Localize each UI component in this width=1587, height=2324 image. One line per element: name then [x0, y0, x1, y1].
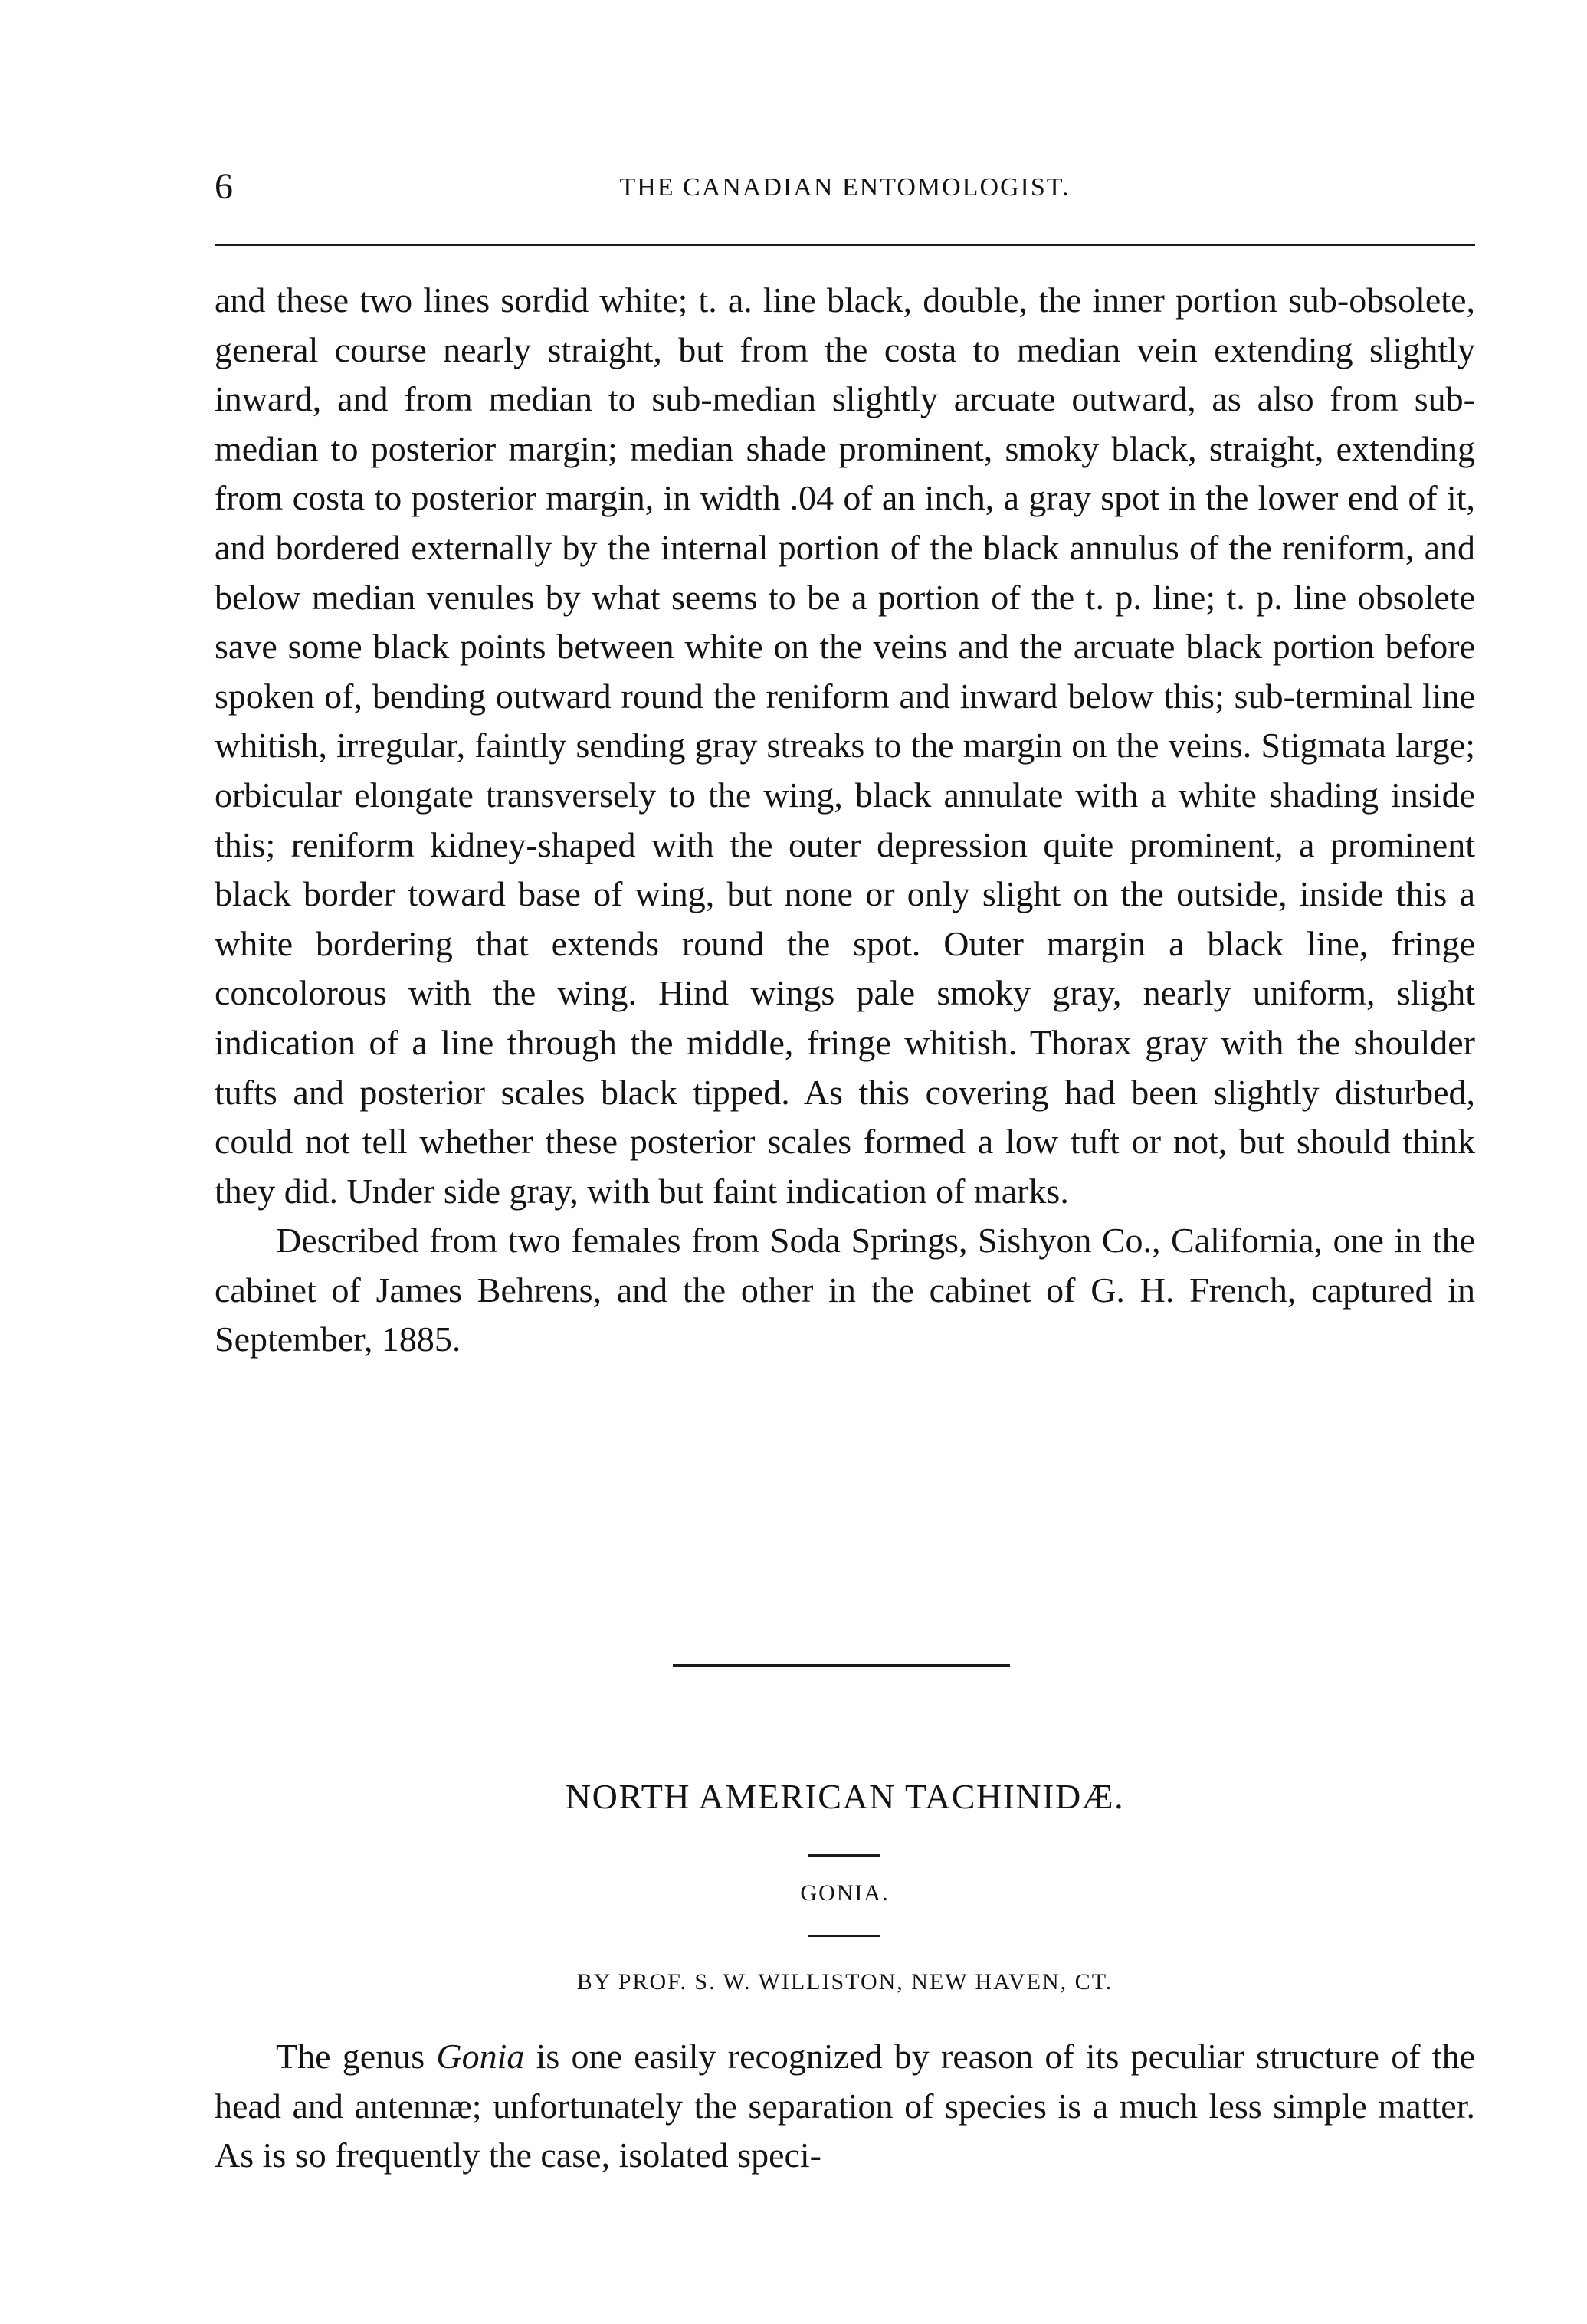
page-number: 6 — [215, 166, 233, 207]
article-subtitle: GONIA. — [800, 1880, 890, 1906]
paragraph-lead: The genus — [276, 2037, 437, 2076]
genus-name: Gonia — [436, 2037, 525, 2076]
author-byline: BY PROF. S. W. WILLISTON, NEW HAVEN, CT. — [576, 1969, 1113, 1995]
paragraph-rest: is one easily recognized by reason of its peculiar structure of the head and antennæ; unfortunately the separation of species is a much less simple matter. As is so frequently the case, isolated speci- — [215, 2037, 1475, 2175]
article-text — [215, 2032, 1475, 2181]
description-paragraph: and these two lines sordid white; t. a. line black, double, the inner portion sub-obsolete, general course nearly straight, but from the costa to median vein extending slightly inward, and from median to sub-median slightly arcuate outward, as also from sub-median to posterior margin; median shade prominent, smoky black, straight, extending from costa to posterior margin, in width .04 of an inch, a gray spot in the lower end of it, and bordered externally by the internal portion of the black annulus of the reniform, and below median venules by what seems to be a portion of the t. p. line; t. p. line obsolete save some black points between white on the veins and the arcuate black portion before spoken of, bending outward round the reniform and inward below this; sub-terminal line whitish, irregular, faintly sending gray streaks to the margin on the veins. Stigmata large; orbicular elongate transversely to the wing, black annulate with a white shading inside this; reniform kidney-shaped with the outer depression quite prominent, a prominent black border toward base of wing, but none or only slight on the outside, inside this a white bordering that extends round the spot. Outer margin a black line, fringe concolorous with the wing. Hind wings pale smoky gray, nearly uniform, slight indication of a line through the middle, fringe whitish. Thorax gray with the shoulder tufts and posterior scales black tipped. As this covering had been slightly disturbed, could not tell whether these posterior scales formed a low tuft or not, but should think they did. Under side gray, with but faint indication of marks. — [215, 280, 1475, 1211]
subtitle-rule — [808, 1935, 880, 1937]
description-paragraph: Described from two females from Soda Springs, Sishyon Co., California, one in the cabinet of James Behrens, and the other in the cabinet of G. H. French, captured in September, 1885. — [215, 1221, 1475, 1359]
running-head — [215, 164, 1475, 210]
section-separator-rule — [673, 1664, 1010, 1667]
header-rule — [215, 244, 1475, 246]
article-title: NORTH AMERICAN TACHINIDÆ. — [565, 1777, 1125, 1816]
title-rule — [808, 1854, 880, 1857]
journal-title: THE CANADIAN ENTOMOLOGIST. — [619, 173, 1071, 202]
description-text — [215, 276, 1475, 1365]
article-paragraph — [215, 2032, 1475, 2181]
